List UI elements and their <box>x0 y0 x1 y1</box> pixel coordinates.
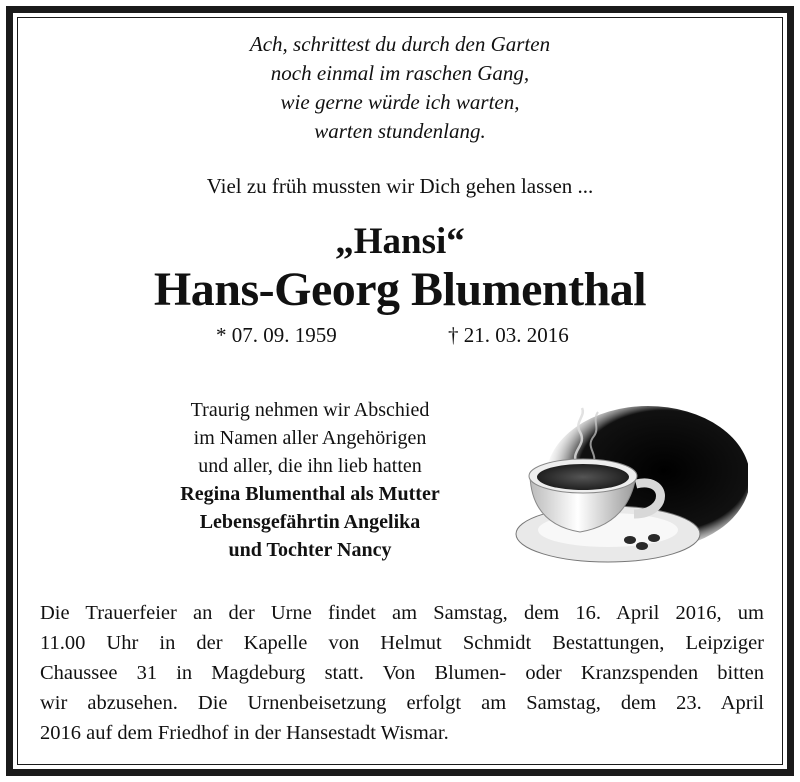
mourner-name: Regina Blumenthal als Mutter <box>180 483 440 505</box>
mourner-name: Lebensgefährtin Angelika <box>199 511 421 533</box>
coffee-cup-icon <box>508 406 748 576</box>
intro-text: Viel zu früh mussten wir Dich gehen lassen ... <box>206 174 594 198</box>
poem-line: Ach, schrittest du durch den Garten <box>249 32 551 56</box>
poem-line: wie gerne würde ich warten, <box>280 90 520 114</box>
mourners-line: und aller, die ihn lieb hatten <box>198 455 422 477</box>
notice-line: Die Trauerfeier an der Urne findet am Samstag, dem 16. April 2016, um <box>40 602 764 624</box>
notice-line: 11.00 Uhr in der Kapelle von Helmut Schmidt Bestattungen, Leipziger <box>40 632 764 654</box>
birth-date: * 07. 09. 1959 <box>216 323 337 347</box>
death-date: † 21. 03. 2016 <box>448 323 569 347</box>
poem-line: warten stundenlang. <box>314 119 486 143</box>
poem-line: noch einmal im raschen Gang, <box>270 61 530 85</box>
notice-line: 2016 auf dem Friedhof in der Hansestadt Wismar. <box>40 722 449 744</box>
mourners-block <box>120 396 500 564</box>
mourners-line: im Namen aller Angehörigen <box>193 427 427 449</box>
deceased-name: Hans-Georg Blumenthal <box>153 263 647 316</box>
notice-line: wir abzusehen. Die Urnenbeisetzung erfolgt am Samstag, dem 23. April <box>40 692 764 714</box>
funeral-notice <box>40 598 764 748</box>
poem <box>0 30 800 146</box>
mourner-name: und Tochter Nancy <box>228 539 392 561</box>
mourners-line: Traurig nehmen wir Abschied <box>190 399 430 421</box>
notice-line: Chaussee 31 in Magdeburg statt. Von Blumen- oder Kranzspenden bitten <box>40 662 764 684</box>
nickname: „Hansi“ <box>335 221 465 262</box>
